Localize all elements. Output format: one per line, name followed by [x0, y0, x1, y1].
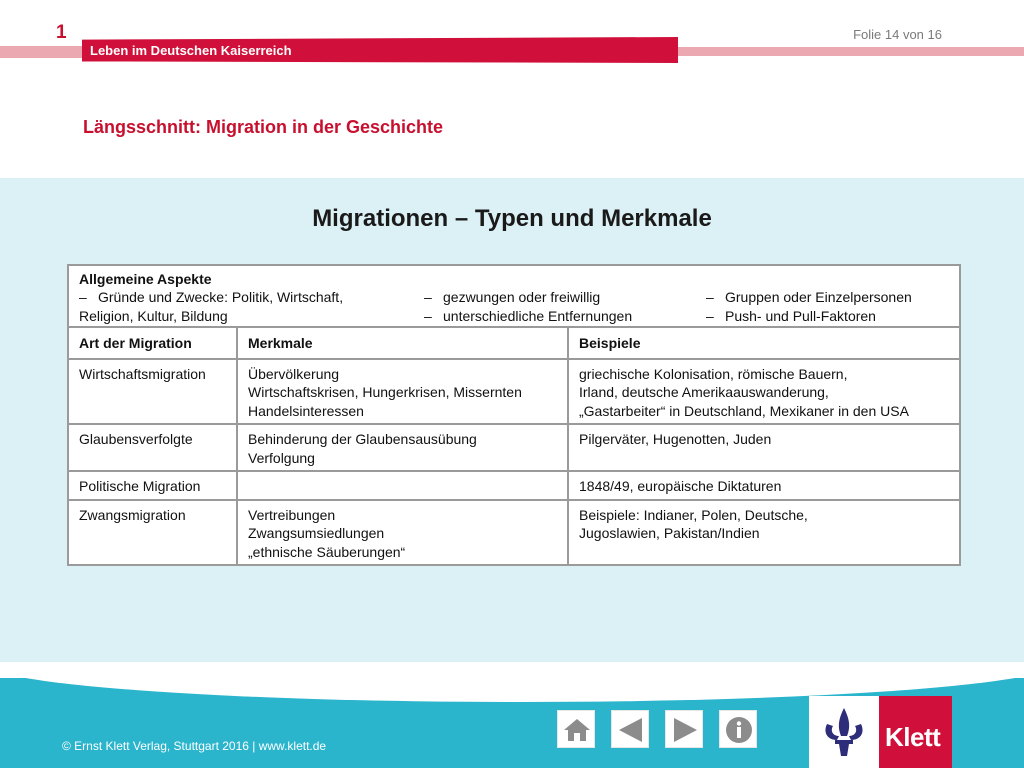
bullet-dash-icon: – — [424, 308, 432, 324]
info-button[interactable] — [719, 710, 757, 748]
home-icon — [558, 711, 596, 749]
features-cell — [237, 359, 568, 425]
table-row — [69, 500, 959, 565]
column-header: Beispiele — [568, 328, 959, 359]
migration-type: Zwangsmigration — [69, 500, 237, 565]
features-cell — [237, 500, 568, 565]
aspects-column-2 — [424, 288, 706, 326]
example-line: „Gastarbeiter“ in Deutschland, Mexikaner in den USA — [579, 402, 909, 419]
previous-slide-button[interactable] — [611, 710, 649, 748]
migration-type: Glaubensverfolgte — [69, 424, 237, 471]
table-row — [69, 424, 959, 471]
klett-logo — [809, 696, 952, 768]
example-line: griechische Kolonisation, römische Bauern, — [579, 365, 848, 382]
header-stripe-right — [676, 47, 1024, 56]
column-header: Art der Migration — [69, 328, 237, 359]
examples-cell — [568, 424, 959, 471]
example-line: Beispiele: Indianer, Polen, Deutsche, — [579, 506, 808, 523]
aspect-text: Religion, Kultur, Bildung — [79, 308, 228, 324]
section-title: Längsschnitt: Migration in der Geschichte — [83, 117, 444, 137]
slide-title: Migrationen – Typen und Merkmale — [312, 205, 712, 232]
aspect-text: Gründe und Zwecke: Politik, Wirtschaft, — [98, 289, 344, 305]
klett-emblem — [809, 696, 879, 768]
klett-wordmark: Klett — [885, 722, 941, 752]
migration-table — [67, 264, 961, 566]
column-header: Merkmale — [237, 328, 568, 359]
table-row — [69, 359, 959, 425]
features-cell — [237, 471, 568, 500]
table-row — [69, 471, 959, 500]
examples-cell — [568, 500, 959, 565]
fleur-de-lis-icon — [809, 696, 879, 768]
bullet-dash-icon: – — [706, 289, 714, 305]
example-line: Pilgerväter, Hugenotten, Juden — [579, 431, 772, 447]
header-stripe-left — [0, 46, 84, 58]
features-cell — [237, 424, 568, 471]
copyright-notice: © Ernst Klett Verlag, Stuttgart 2016 | www.klett.de — [62, 739, 327, 753]
slide-counter: Folie 14 von 16 — [853, 27, 942, 42]
next-slide-button[interactable] — [665, 710, 703, 748]
table-header-row — [69, 328, 959, 359]
info-icon — [720, 711, 758, 749]
feature-line: Handelsinteressen — [248, 402, 364, 419]
aspect-text: Gruppen oder Einzelpersonen — [725, 289, 912, 305]
feature-line: Zwangsumsiedlungen — [248, 525, 385, 541]
migration-types-table — [69, 328, 959, 564]
chapter-number: 1 — [56, 22, 67, 43]
aspects-column-3 — [706, 288, 946, 326]
triangle-right-icon — [666, 711, 704, 749]
feature-line: Behinderung der Glaubensausübung — [248, 431, 477, 447]
examples-cell — [568, 471, 959, 500]
example-line: Irland, deutsche Amerikaauswanderung, — [579, 384, 829, 400]
examples-cell — [568, 359, 959, 425]
chapter-banner-label: Leben im Deutschen Kaiserreich — [90, 43, 292, 58]
example-line: Jugoslawien, Pakistan/Indien — [579, 525, 760, 541]
bullet-dash-icon: – — [706, 308, 714, 324]
aspect-text: gezwungen oder freiwillig — [443, 289, 601, 305]
feature-line: Übervölkerung — [248, 365, 340, 382]
feature-line: Vertreibungen — [248, 506, 336, 523]
triangle-left-icon — [612, 711, 650, 749]
general-aspects — [69, 266, 959, 328]
home-button[interactable] — [557, 710, 595, 748]
feature-line: „ethnische Säuberungen“ — [248, 543, 406, 560]
aspect-text: Push- und Pull-Faktoren — [725, 308, 876, 324]
aspects-column-1 — [79, 288, 424, 326]
bullet-dash-icon: – — [79, 289, 87, 305]
feature-line: Wirtschaftskrisen, Hungerkrisen, Missernten — [248, 384, 522, 400]
bullet-dash-icon: – — [424, 289, 432, 305]
migration-type: Politische Migration — [69, 471, 237, 500]
feature-line: Verfolgung — [248, 449, 315, 466]
aspect-text: unterschiedliche Entfernungen — [443, 308, 633, 324]
example-line: 1848/49, europäische Diktaturen — [579, 478, 782, 494]
general-aspects-heading: Allgemeine Aspekte — [79, 271, 212, 287]
migration-type: Wirtschaftsmigration — [69, 359, 237, 425]
